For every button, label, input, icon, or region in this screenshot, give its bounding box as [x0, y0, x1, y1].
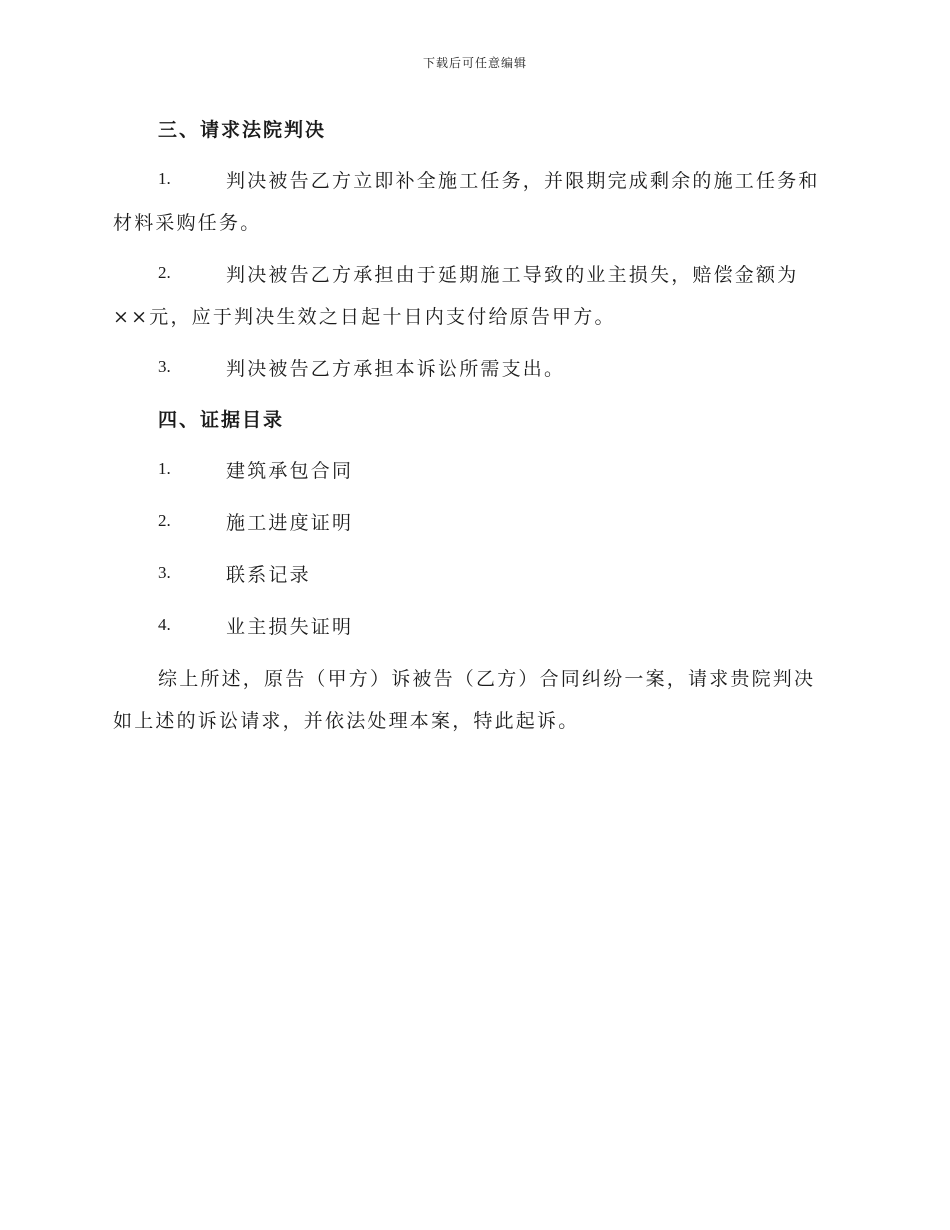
item-text: 业主损失证明 — [226, 616, 354, 638]
request-item-1-continuation: 材料采购任务。 — [113, 212, 262, 234]
conclusion-line-1: 综上所述，原告（甲方）诉被告（乙方）合同纠纷一案，请求贵院判决 — [158, 668, 816, 690]
page-header: 下载后可任意编辑 — [422, 56, 527, 70]
section-heading-evidence-list: 四、证据目录 — [158, 409, 285, 431]
item-text: 判决被告乙方承担由于延期施工导致的业主损失，赔偿金额为 — [226, 264, 799, 286]
request-item-2-continuation: ××元，应于判决生效之日起十日内支付给原告甲方。 — [113, 306, 616, 328]
item-number: 3. — [158, 563, 171, 582]
conclusion-line-2: 如上述的诉讼请求，并依法处理本案，特此起诉。 — [113, 710, 580, 732]
item-number: 3. — [158, 357, 171, 376]
item-number: 1. — [158, 459, 171, 478]
section-heading-court-requests: 三、请求法院判决 — [158, 119, 327, 141]
item-number: 2. — [158, 263, 171, 282]
item-text: 判决被告乙方立即补全施工任务，并限期完成剩余的施工任务和 — [226, 170, 820, 192]
item-text: 联系记录 — [226, 564, 311, 586]
item-number: 4. — [158, 615, 171, 634]
item-text: 建筑承包合同 — [226, 460, 354, 482]
item-number: 2. — [158, 511, 171, 530]
item-number: 1. — [158, 169, 171, 188]
item-text: 判决被告乙方承担本诉讼所需支出。 — [226, 358, 566, 380]
item-text: 施工进度证明 — [226, 512, 354, 534]
